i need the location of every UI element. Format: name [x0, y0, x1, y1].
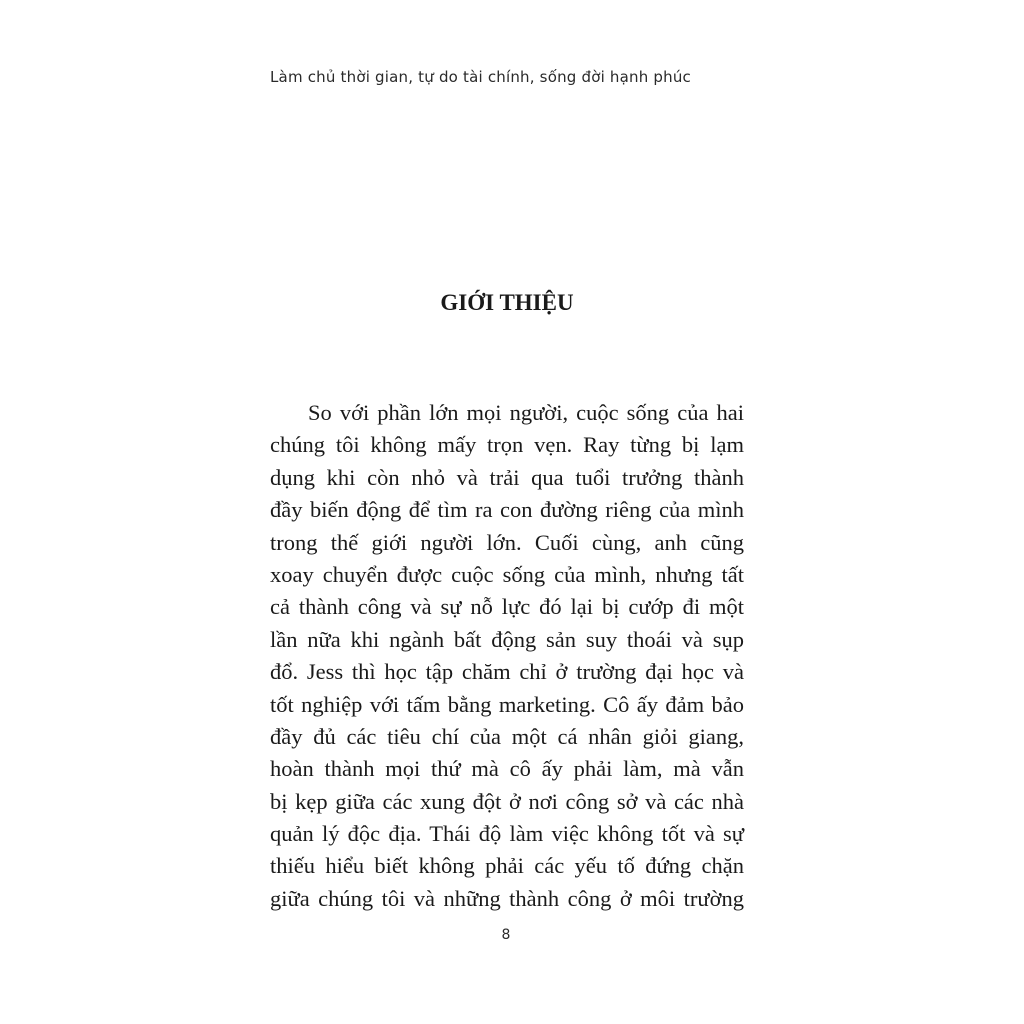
body-line: chúng tôi không mấy trọn vẹn. Ray từng bị lạm [270, 432, 744, 458]
body-line: giữa chúng tôi và những thành công ở môi trường [270, 885, 744, 911]
body-line: tốt nghiệp với tấm bằng marketing. Cô ấy đảm bảo [270, 691, 744, 717]
body-line: đầy biến động để tìm ra con đường riêng của mình [270, 497, 744, 523]
body-line: quản lý độc địa. Thái độ làm việc không tốt và sự [270, 821, 744, 847]
body-line: đổ. Jess thì học tập chăm chỉ ở trường đại học và [270, 659, 744, 685]
page-number: 8 [501, 927, 511, 943]
body-line: hoàn thành mọi thứ mà cô ấy phải làm, mà vẫn [270, 756, 744, 782]
running-header: Làm chủ thời gian, tự do tài chính, sống đời hạnh phúc [270, 68, 691, 86]
body-paragraph [270, 397, 744, 915]
body-line: bị kẹp giữa các xung đột ở nơi công sở và các nhà [270, 788, 744, 814]
body-line: đầy đủ các tiêu chí của một cá nhân giỏi giang, [270, 723, 744, 749]
chapter-title: GIỚI THIỆU [440, 290, 574, 315]
body-line: trong thế giới người lớn. Cuối cùng, anh cũng [270, 529, 744, 555]
body-line: So với phần lớn mọi người, cuộc sống của hai [308, 400, 744, 425]
body-line: dụng khi còn nhỏ và trải qua tuổi trưởng thành [270, 464, 744, 490]
body-line: cả thành công và sự nỗ lực đó lại bị cướp đi một [270, 594, 744, 620]
body-line: xoay chuyển được cuộc sống của mình, nhưng tất [270, 561, 744, 587]
body-line: thiếu hiểu biết không phải các yếu tố đứng chặn [270, 853, 744, 879]
body-line: lần nữa khi ngành bất động sản suy thoái và sụp [270, 626, 744, 652]
